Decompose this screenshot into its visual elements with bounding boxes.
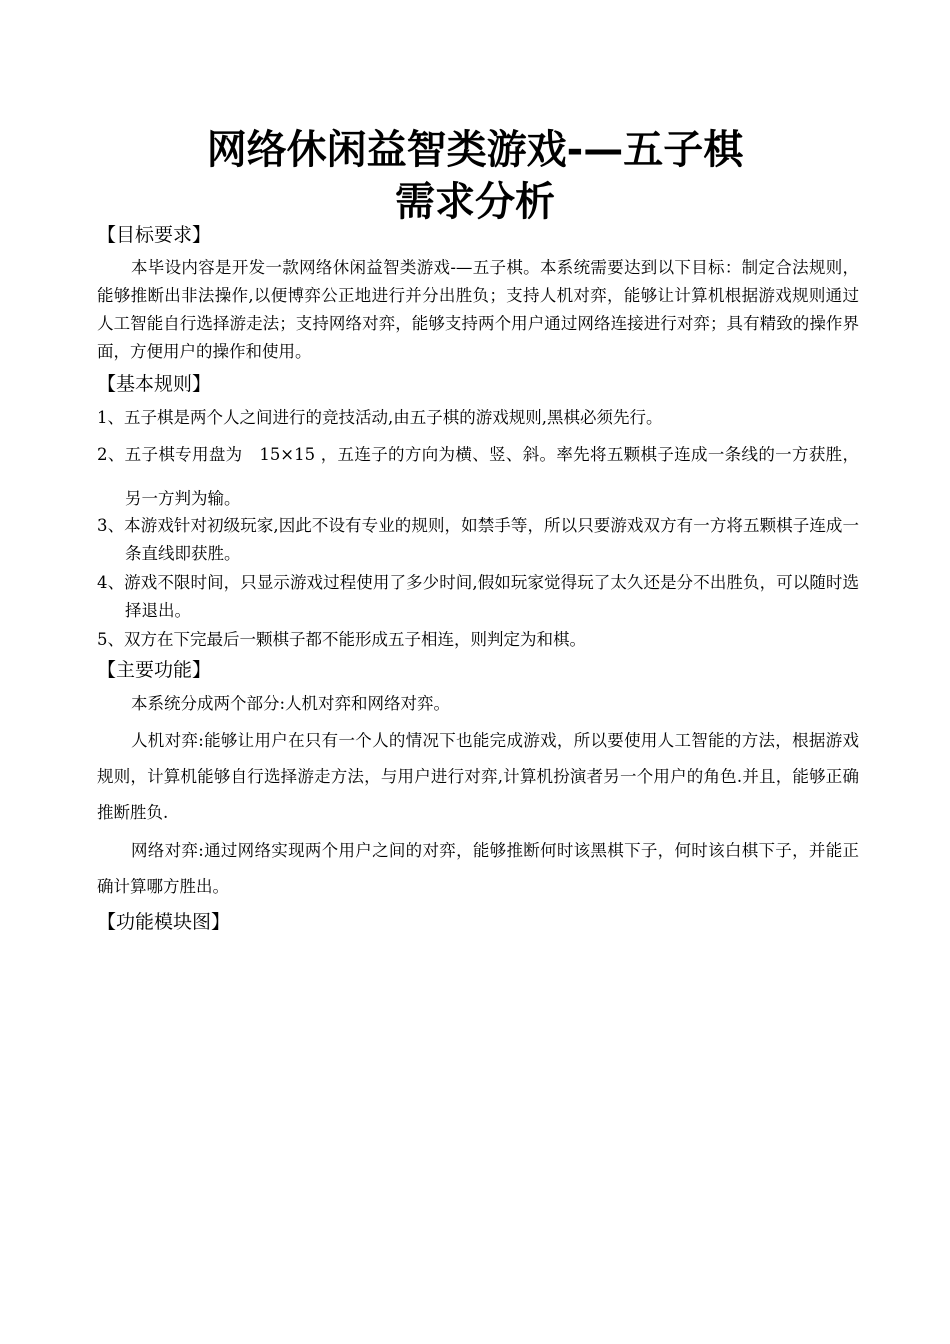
human-vs-computer-paragraph: 人机对弈:能够让用户在只有一个人的情况下也能完成游戏，所以要使用人工智能的方法，根据游戏规则，计算机能够自行选择游走方法，与用户进行对弈,计算机扮演者另一个用户的角色.并且，能够正确推断胜负. [97,731,859,822]
functions-intro-paragraph: 本系统分成两个部分:人机对弈和网络对弈。 [131,694,451,713]
network-play-paragraph: 网络对弈:通过网络实现两个用户之间的对弈，能够推断何时该黑棋下子，何时该白棋下子，并能正确计算哪方胜出。 [97,841,859,896]
section-heading-functions: 【主要功能】 [97,659,212,681]
goal-paragraph: 本毕设内容是开发一款网络休闲益智类游戏-—五子棋。本系统需要达到以下目标：制定合法规则，能够推断出非法操作,以便博弈公正地进行并分出胜负；支持人机对弈，能够让计算机根据游戏规则通过人工智能自行选择游走法；支持网络对弈，能够支持两个用户通过网络连接进行对弈；具有精致的操作界面，方便用户的操作和使用。 [97,258,859,361]
rule-item-3: 3、本游戏针对初级玩家,因此不设有专业的规则，如禁手等，所以只要游戏双方有一方将五颗棋子连成一条直线即获胜。 [97,516,859,563]
section-heading-rules: 【基本规则】 [97,373,212,395]
section-heading-module-diagram: 【功能模块图】 [97,911,231,933]
document-title: 网络休闲益智类游戏-—五子棋 [206,127,744,173]
rule-item-5: 5、双方在下完最后一颗棋子都不能形成五子相连，则判定为和棋。 [97,630,586,649]
rule-item-4: 4、游戏不限时间，只显示游戏过程使用了多少时间,假如玩家觉得玩了太久还是分不出胜负，可以随时选择退出。 [97,573,859,620]
rule-item-1: 1、五子棋是两个人之间进行的竞技活动,由五子棋的游戏规则,黑棋必须先行。 [97,408,663,427]
section-heading-goal: 【目标要求】 [97,224,212,246]
document-subtitle: 需求分析 [395,179,555,225]
rule-item-2: 2、五子棋专用盘为 15×15 ，五连子的方向为横、竖、斜。率先将五颗棋子连成一条线的一方获胜，另一方判为输。 [97,445,859,508]
